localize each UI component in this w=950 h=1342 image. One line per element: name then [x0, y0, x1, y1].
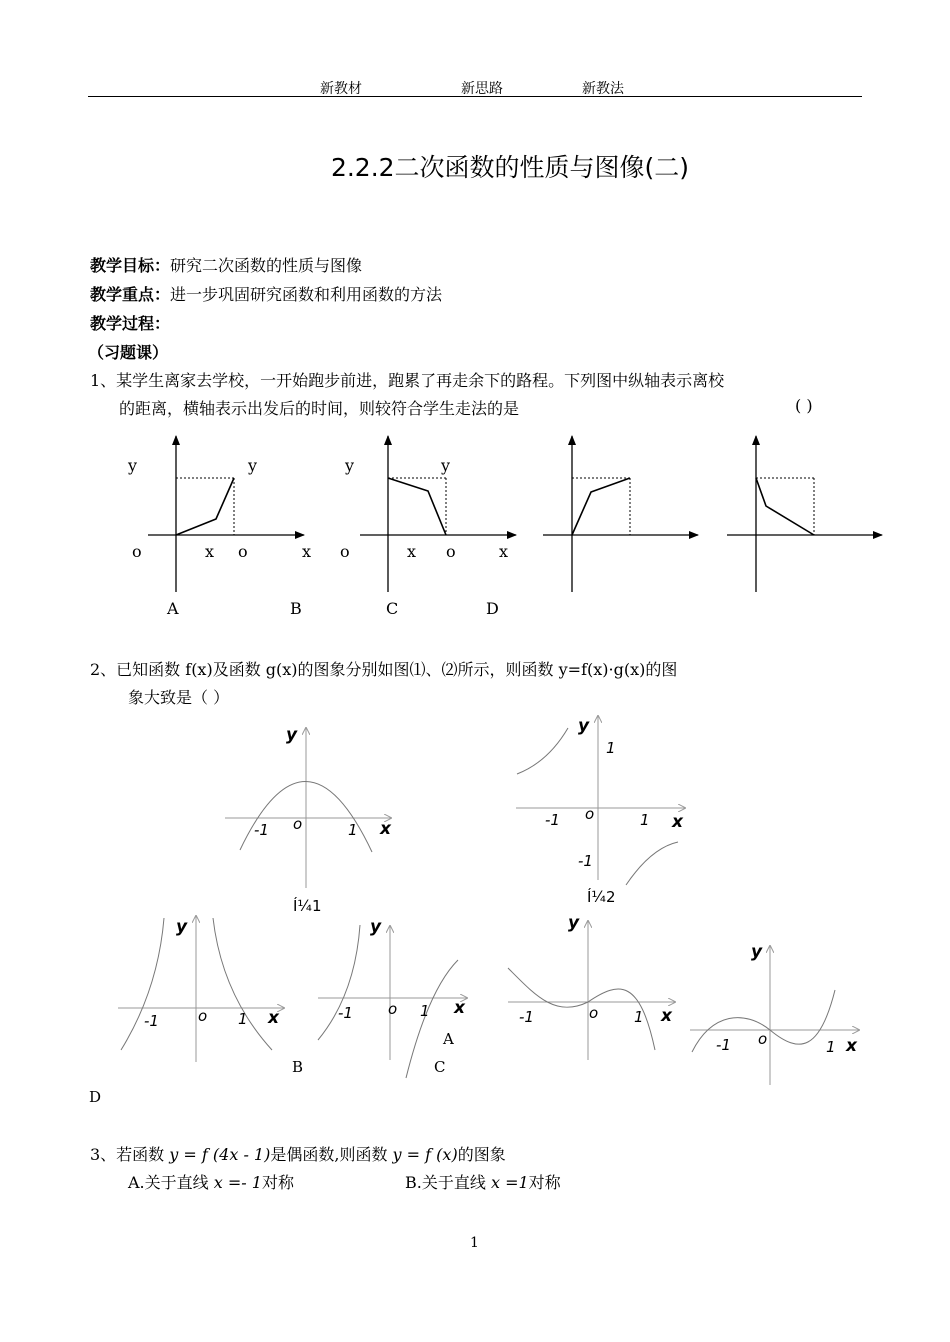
q2-option-c: C: [434, 1058, 446, 1076]
q2-a-y-label: y: [568, 913, 580, 933]
q2-c-one: 1: [420, 1002, 430, 1020]
q1-option-c: C: [386, 599, 399, 618]
q1-origin-2: o: [238, 542, 248, 561]
q3-expr2: y = f (x): [392, 1145, 458, 1164]
q2-option-b-graph: [118, 915, 285, 1062]
goal-text: 研究二次函数的性质与图像: [170, 256, 363, 275]
q1-x-label-4: x: [499, 542, 509, 561]
q2-option-d: D: [89, 1088, 102, 1106]
q2-a-neg1: -1: [519, 1008, 534, 1026]
q2-b-x-label: x: [268, 1008, 279, 1028]
q2-line1: 2、已知函数 f(x)及函数 g(x)的图象分别如图⑴、⑵所示，则函数 y=f(x)·g(x)的图: [90, 660, 678, 679]
focus-label: 教学重点：: [90, 285, 171, 304]
header-item-new-method: 新教法: [582, 81, 624, 97]
q2-c-neg1: -1: [338, 1004, 353, 1022]
q1-answer-paren: ( ): [795, 396, 813, 415]
q2-fig2-one: 1: [640, 811, 650, 829]
q2-fig2-caption: Í¼2: [587, 888, 616, 906]
q2-d-neg1: -1: [716, 1036, 731, 1054]
q1-line1: 1、某学生离家去学校，一开始跑步前进，跑累了再走余下的路程。下列图中纵轴表示离校: [90, 371, 725, 390]
q3-line1-post: 的图象: [457, 1145, 506, 1164]
q2-fig2-one-y: 1: [606, 739, 616, 757]
q3-option-b-post: 对称: [528, 1173, 561, 1192]
q3-line1-pre: 3、若函数: [90, 1145, 165, 1164]
q1-a-origin: o: [132, 542, 142, 561]
header-item-new-thinking: 新思路: [461, 81, 503, 97]
q2-d-y-label: y: [751, 942, 763, 962]
q2-b-neg1: -1: [144, 1012, 159, 1030]
process-label: 教学过程：: [90, 314, 171, 333]
q2-a-x-label: x: [661, 1006, 672, 1026]
q2-c-x-label: x: [454, 998, 465, 1018]
page-title: 2.2.2二次函数的性质与图像(二): [330, 153, 690, 182]
q1-b-y-label: y: [345, 456, 355, 475]
q2-fig1-y-label: y: [286, 725, 298, 745]
q1-option-a: A: [167, 599, 179, 618]
page-number: 1: [470, 1235, 479, 1251]
q2-fig2-origin: o: [585, 805, 595, 823]
q3-line1: [90, 1142, 506, 1165]
q2-fig2-x-label: x: [672, 812, 683, 832]
lesson-type: （习题课）: [88, 343, 169, 362]
q1-b-y-label-left: y: [248, 456, 258, 475]
q2-fig2-neg1-y: -1: [578, 852, 593, 870]
q2-fig2-y-label: y: [578, 716, 590, 736]
q1-a-y-label: y: [128, 456, 138, 475]
q2-fig1-x-label: x: [380, 819, 391, 839]
q3-option-a-pre: A.关于直线: [128, 1173, 209, 1192]
q1-option-b: B: [290, 599, 302, 618]
q2-line2: 象大致是（ ）: [128, 688, 230, 707]
focus-text: 进一步巩固研究函数和利用函数的方法: [170, 285, 443, 304]
q2-fig1-neg1: -1: [254, 821, 269, 839]
q2-option-a-graph: [508, 920, 676, 1060]
q3-option-a-expr: x =- 1: [213, 1173, 262, 1192]
q1-c-y-label: y: [441, 456, 451, 475]
q2-option-d-graph: [690, 945, 860, 1085]
q2-a-one: 1: [634, 1008, 644, 1026]
q2-option-b: B: [292, 1058, 304, 1076]
q1-b-origin: o: [340, 542, 350, 561]
q2-a-origin: o: [589, 1004, 599, 1022]
q2-fig1-one: 1: [348, 821, 358, 839]
q1-line2: 的距离，横轴表示出发后的时间，则较符合学生走法的是: [119, 399, 520, 418]
q1-option-d: D: [486, 599, 499, 618]
q2-fig1-origin: o: [293, 815, 303, 833]
q3-option-b-pre: B.关于直线: [405, 1173, 486, 1192]
q2-b-y-label: y: [176, 917, 188, 937]
q3-expr1: y = f (4x - 1): [169, 1145, 271, 1164]
q3-option-a-post: 对称: [261, 1173, 294, 1192]
q1-b-x-label: x: [407, 542, 417, 561]
q3-option-a: [128, 1170, 294, 1193]
q1-x-label-2: x: [302, 542, 312, 561]
q2-fig2-neg1: -1: [545, 811, 560, 829]
q2-option-a: A: [443, 1030, 454, 1048]
q2-d-one: 1: [826, 1038, 836, 1056]
q2-b-origin: o: [198, 1007, 208, 1025]
q3-line1-mid: 是偶函数,则函数: [270, 1145, 388, 1164]
q2-b-one: 1: [238, 1010, 248, 1028]
q2-fig2-graph: [516, 715, 686, 885]
q2-c-origin: o: [388, 1000, 398, 1018]
q2-c-y-label: y: [370, 917, 382, 937]
q2-d-origin: o: [758, 1030, 768, 1048]
q1-a-x-label: x: [205, 542, 215, 561]
q2-fig1-graph: [225, 727, 392, 888]
q2-fig1-caption: Í¼1: [293, 897, 322, 915]
header-item-new-material: 新教材: [320, 81, 362, 97]
q3-option-b: [405, 1170, 561, 1193]
q1-origin-4: o: [446, 542, 456, 561]
q3-option-b-expr: x =1: [490, 1173, 529, 1192]
q2-d-x-label: x: [846, 1036, 857, 1056]
goal-label: 教学目标：: [90, 256, 171, 275]
